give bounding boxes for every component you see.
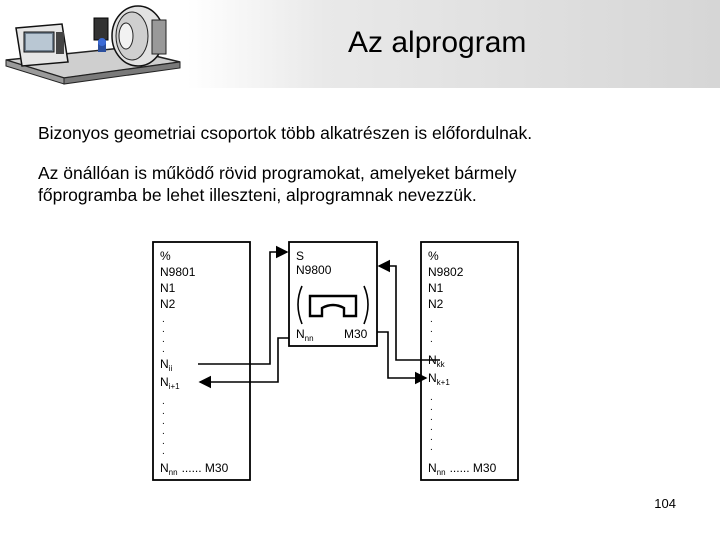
dots: . (430, 442, 433, 453)
dots: . (430, 402, 433, 413)
sub-end-label: $N_{nn}$ (296, 327, 314, 343)
dots: . (430, 314, 433, 325)
dots: . (162, 446, 165, 457)
left-line: % (160, 249, 171, 263)
right-line: % (428, 249, 439, 263)
right-line: N9802 (428, 265, 464, 279)
dots: . (162, 406, 165, 417)
dots: . (430, 392, 433, 403)
sub-line: N9800 (296, 263, 332, 277)
intro-paragraph: Bizonyos geometriai csoportok több alkatrészen is előfordulnak. (38, 123, 533, 143)
left-line: N9801 (160, 265, 196, 279)
page-number: 104 (654, 496, 676, 511)
sub-end-code: M30 (344, 327, 368, 341)
right-line: N1 (428, 281, 444, 295)
left-line: N2 (160, 297, 176, 311)
dots: . (430, 432, 433, 443)
right-line: N2 (428, 297, 444, 311)
dots: . (162, 324, 165, 335)
dots: . (162, 334, 165, 345)
right-call-line: $N_{kk}$ (428, 353, 445, 369)
dots: . (162, 436, 165, 447)
dots: . (162, 314, 165, 325)
right-return-line: $N_{k+1}$ (428, 371, 450, 387)
dots: . (430, 324, 433, 335)
page-title: Az alprogram (348, 26, 527, 59)
definition-paragraph (38, 162, 698, 206)
right-end-line: $N_{nn}$ ...... M30 (428, 461, 497, 477)
right-return-arrow (377, 332, 426, 378)
dots: . (162, 416, 165, 427)
dots: . (162, 426, 165, 437)
cnc-machine-logo (2, 2, 184, 88)
sub-line: S (296, 249, 305, 263)
left-line: N1 (160, 281, 176, 295)
dots: . (430, 334, 433, 345)
dots: . (162, 396, 165, 407)
left-return-line: $N_{i+1}$ (160, 375, 180, 391)
left-call-line: $N_{ii}$ (160, 357, 173, 373)
dots: . (162, 344, 165, 355)
definition-line-1: Az önállóan is működő rövid programokat, amelyeket bármely (38, 163, 517, 183)
definition-line-2: főprogramba be lehet illeszteni, alprogramnak nevezzük. (38, 185, 477, 205)
dots: . (430, 412, 433, 423)
subprogram-call-diagram (150, 238, 522, 484)
dots: . (430, 422, 433, 433)
left-end-line: $N_{nn}$ ...... M30 (160, 461, 229, 477)
